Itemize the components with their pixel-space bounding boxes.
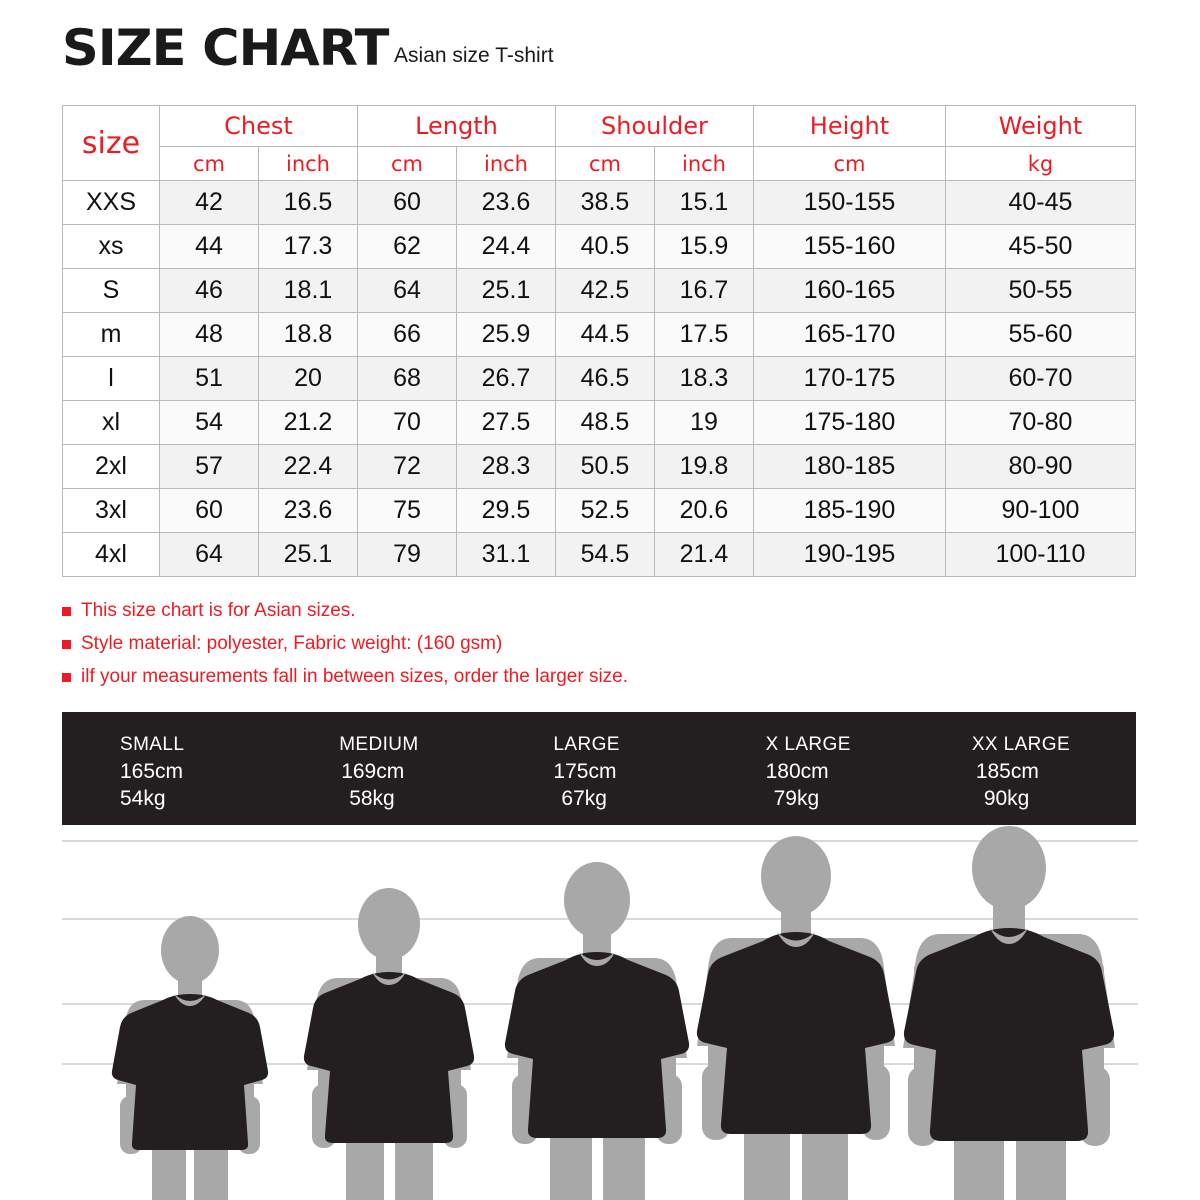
cell-shoulder-cm: 46.5 [555,357,654,401]
cell-height: 155-160 [753,225,945,269]
cell-chest-inch: 17.3 [258,225,357,269]
cell-shoulder-inch: 20.6 [654,489,753,533]
cell-length-inch: 27.5 [456,401,555,445]
cell-shoulder-inch: 19 [654,401,753,445]
cell-size: xs [63,225,160,269]
cell-chest-inch: 18.1 [258,269,357,313]
cell-weight: 45-50 [945,225,1135,269]
cell-length-cm: 62 [357,225,456,269]
figure-small [90,916,290,1200]
unit-weight-kg: kg [945,147,1135,181]
size-table [62,105,1136,577]
model-figures [0,826,1200,1200]
cell-shoulder-inch: 15.9 [654,225,753,269]
table-row [63,269,1136,313]
cell-height: 190-195 [753,533,945,577]
cell-shoulder-cm: 38.5 [555,181,654,225]
model-label: MEDIUM [339,734,419,755]
unit-chest-cm: cm [159,147,258,181]
cell-shoulder-cm: 50.5 [555,445,654,489]
cell-weight: 55-60 [945,313,1135,357]
cell-weight: 80-90 [945,445,1135,489]
cell-height: 175-180 [753,401,945,445]
table-row [63,225,1136,269]
cell-weight: 40-45 [945,181,1135,225]
model-weight: 79kg [773,787,820,810]
cell-size: 2xl [63,445,160,489]
model-label: SMALL [120,734,185,755]
unit-length-inch: inch [456,147,555,181]
cell-height: 160-165 [753,269,945,313]
cell-size: 3xl [63,489,160,533]
cell-length-inch: 25.9 [456,313,555,357]
model-label: XX LARGE [971,734,1071,755]
figure-medium [282,888,497,1200]
cell-size: 4xl [63,533,160,577]
cell-height: 185-190 [753,489,945,533]
table-row [63,401,1136,445]
main-title: SIZE CHART [62,19,389,77]
cell-weight: 90-100 [945,489,1135,533]
cell-length-inch: 25.1 [456,269,555,313]
figure-xx-large [878,826,1140,1200]
table-row [63,489,1136,533]
unit-chest-inch: inch [258,147,357,181]
cell-length-cm: 70 [357,401,456,445]
model-entry-medium [284,712,503,825]
bullet-icon [62,673,71,682]
cell-size: m [63,313,160,357]
model-height: 185cm [975,760,1039,783]
cell-length-inch: 24.4 [456,225,555,269]
unit-height-cm: cm [753,147,945,181]
cell-height: 170-175 [753,357,945,401]
cell-shoulder-inch: 19.8 [654,445,753,489]
model-reference-band [62,712,1136,825]
cell-size: XXS [63,181,160,225]
notes-list [62,600,1142,699]
cell-length-inch: 28.3 [456,445,555,489]
unit-shoulder-inch: inch [654,147,753,181]
bullet-icon [62,607,71,616]
cell-length-cm: 60 [357,181,456,225]
cell-chest-inch: 21.2 [258,401,357,445]
cell-chest-inch: 22.4 [258,445,357,489]
model-height: 180cm [765,760,829,783]
note-text: This size chart is for Asian sizes. [81,600,356,621]
cell-weight: 50-55 [945,269,1135,313]
cell-shoulder-inch: 15.1 [654,181,753,225]
cell-shoulder-inch: 21.4 [654,533,753,577]
table-group-header-row [63,106,1136,147]
cell-chest-cm: 60 [159,489,258,533]
cell-shoulder-inch: 17.5 [654,313,753,357]
cell-height: 165-170 [753,313,945,357]
header-length: Length [357,106,555,147]
cell-chest-cm: 57 [159,445,258,489]
cell-height: 180-185 [753,445,945,489]
cell-size: l [63,357,160,401]
cell-shoulder-cm: 54.5 [555,533,654,577]
model-entry-large [503,712,717,825]
cell-length-cm: 79 [357,533,456,577]
table-row [63,313,1136,357]
cell-chest-inch: 25.1 [258,533,357,577]
cell-chest-cm: 46 [159,269,258,313]
bullet-icon [62,640,71,649]
model-height: 165cm [120,760,184,783]
cell-chest-inch: 23.6 [258,489,357,533]
cell-chest-inch: 18.8 [258,313,357,357]
cell-shoulder-inch: 18.3 [654,357,753,401]
model-weight: 54kg [120,787,166,810]
cell-length-inch: 26.7 [456,357,555,401]
sub-title: Asian size T-shirt [394,44,554,67]
cell-chest-cm: 51 [159,357,258,401]
model-height: 175cm [553,760,617,783]
cell-size: xl [63,401,160,445]
header-weight: Weight [945,106,1135,147]
cell-chest-cm: 48 [159,313,258,357]
model-label: X LARGE [765,734,851,755]
cell-chest-cm: 64 [159,533,258,577]
list-item [62,600,1142,622]
cell-weight: 60-70 [945,357,1135,401]
cell-length-cm: 72 [357,445,456,489]
page-title [62,19,554,77]
model-height: 169cm [341,760,405,783]
cell-chest-inch: 16.5 [258,181,357,225]
model-weight: 67kg [561,787,607,810]
header-shoulder: Shoulder [555,106,753,147]
model-weight: 90kg [983,787,1030,810]
cell-length-cm: 64 [357,269,456,313]
cell-shoulder-cm: 52.5 [555,489,654,533]
table-row [63,445,1136,489]
model-entry-x-large [718,712,930,825]
model-entry-xx-large [930,712,1136,825]
cell-chest-cm: 54 [159,401,258,445]
cell-length-inch: 23.6 [456,181,555,225]
note-text: ilf your measurements fall in between sizes, order the larger size. [81,666,629,687]
cell-length-cm: 75 [357,489,456,533]
cell-chest-inch: 20 [258,357,357,401]
model-weight: 58kg [349,787,395,810]
header-height: Height [753,106,945,147]
cell-height: 150-155 [753,181,945,225]
cell-length-cm: 66 [357,313,456,357]
table-unit-header-row [63,147,1136,181]
cell-shoulder-cm: 42.5 [555,269,654,313]
model-entry-small [62,712,284,825]
model-label: LARGE [553,734,620,755]
cell-chest-cm: 42 [159,181,258,225]
cell-length-inch: 29.5 [456,489,555,533]
header-chest: Chest [159,106,357,147]
cell-shoulder-cm: 40.5 [555,225,654,269]
cell-length-inch: 31.1 [456,533,555,577]
table-row [63,357,1136,401]
unit-shoulder-cm: cm [555,147,654,181]
cell-weight: 100-110 [945,533,1135,577]
note-text: Style material: polyester, Fabric weight: (160 gsm) [81,633,503,654]
table-row [63,181,1136,225]
cell-length-cm: 68 [357,357,456,401]
unit-length-cm: cm [357,147,456,181]
cell-shoulder-cm: 48.5 [555,401,654,445]
header-size: size [63,106,160,181]
table-row [63,533,1136,577]
cell-shoulder-cm: 44.5 [555,313,654,357]
size-table-wrapper [62,105,1136,577]
cell-weight: 70-80 [945,401,1135,445]
list-item [62,633,1142,655]
cell-size: S [63,269,160,313]
list-item [62,666,1142,688]
cell-chest-cm: 44 [159,225,258,269]
cell-shoulder-inch: 16.7 [654,269,753,313]
